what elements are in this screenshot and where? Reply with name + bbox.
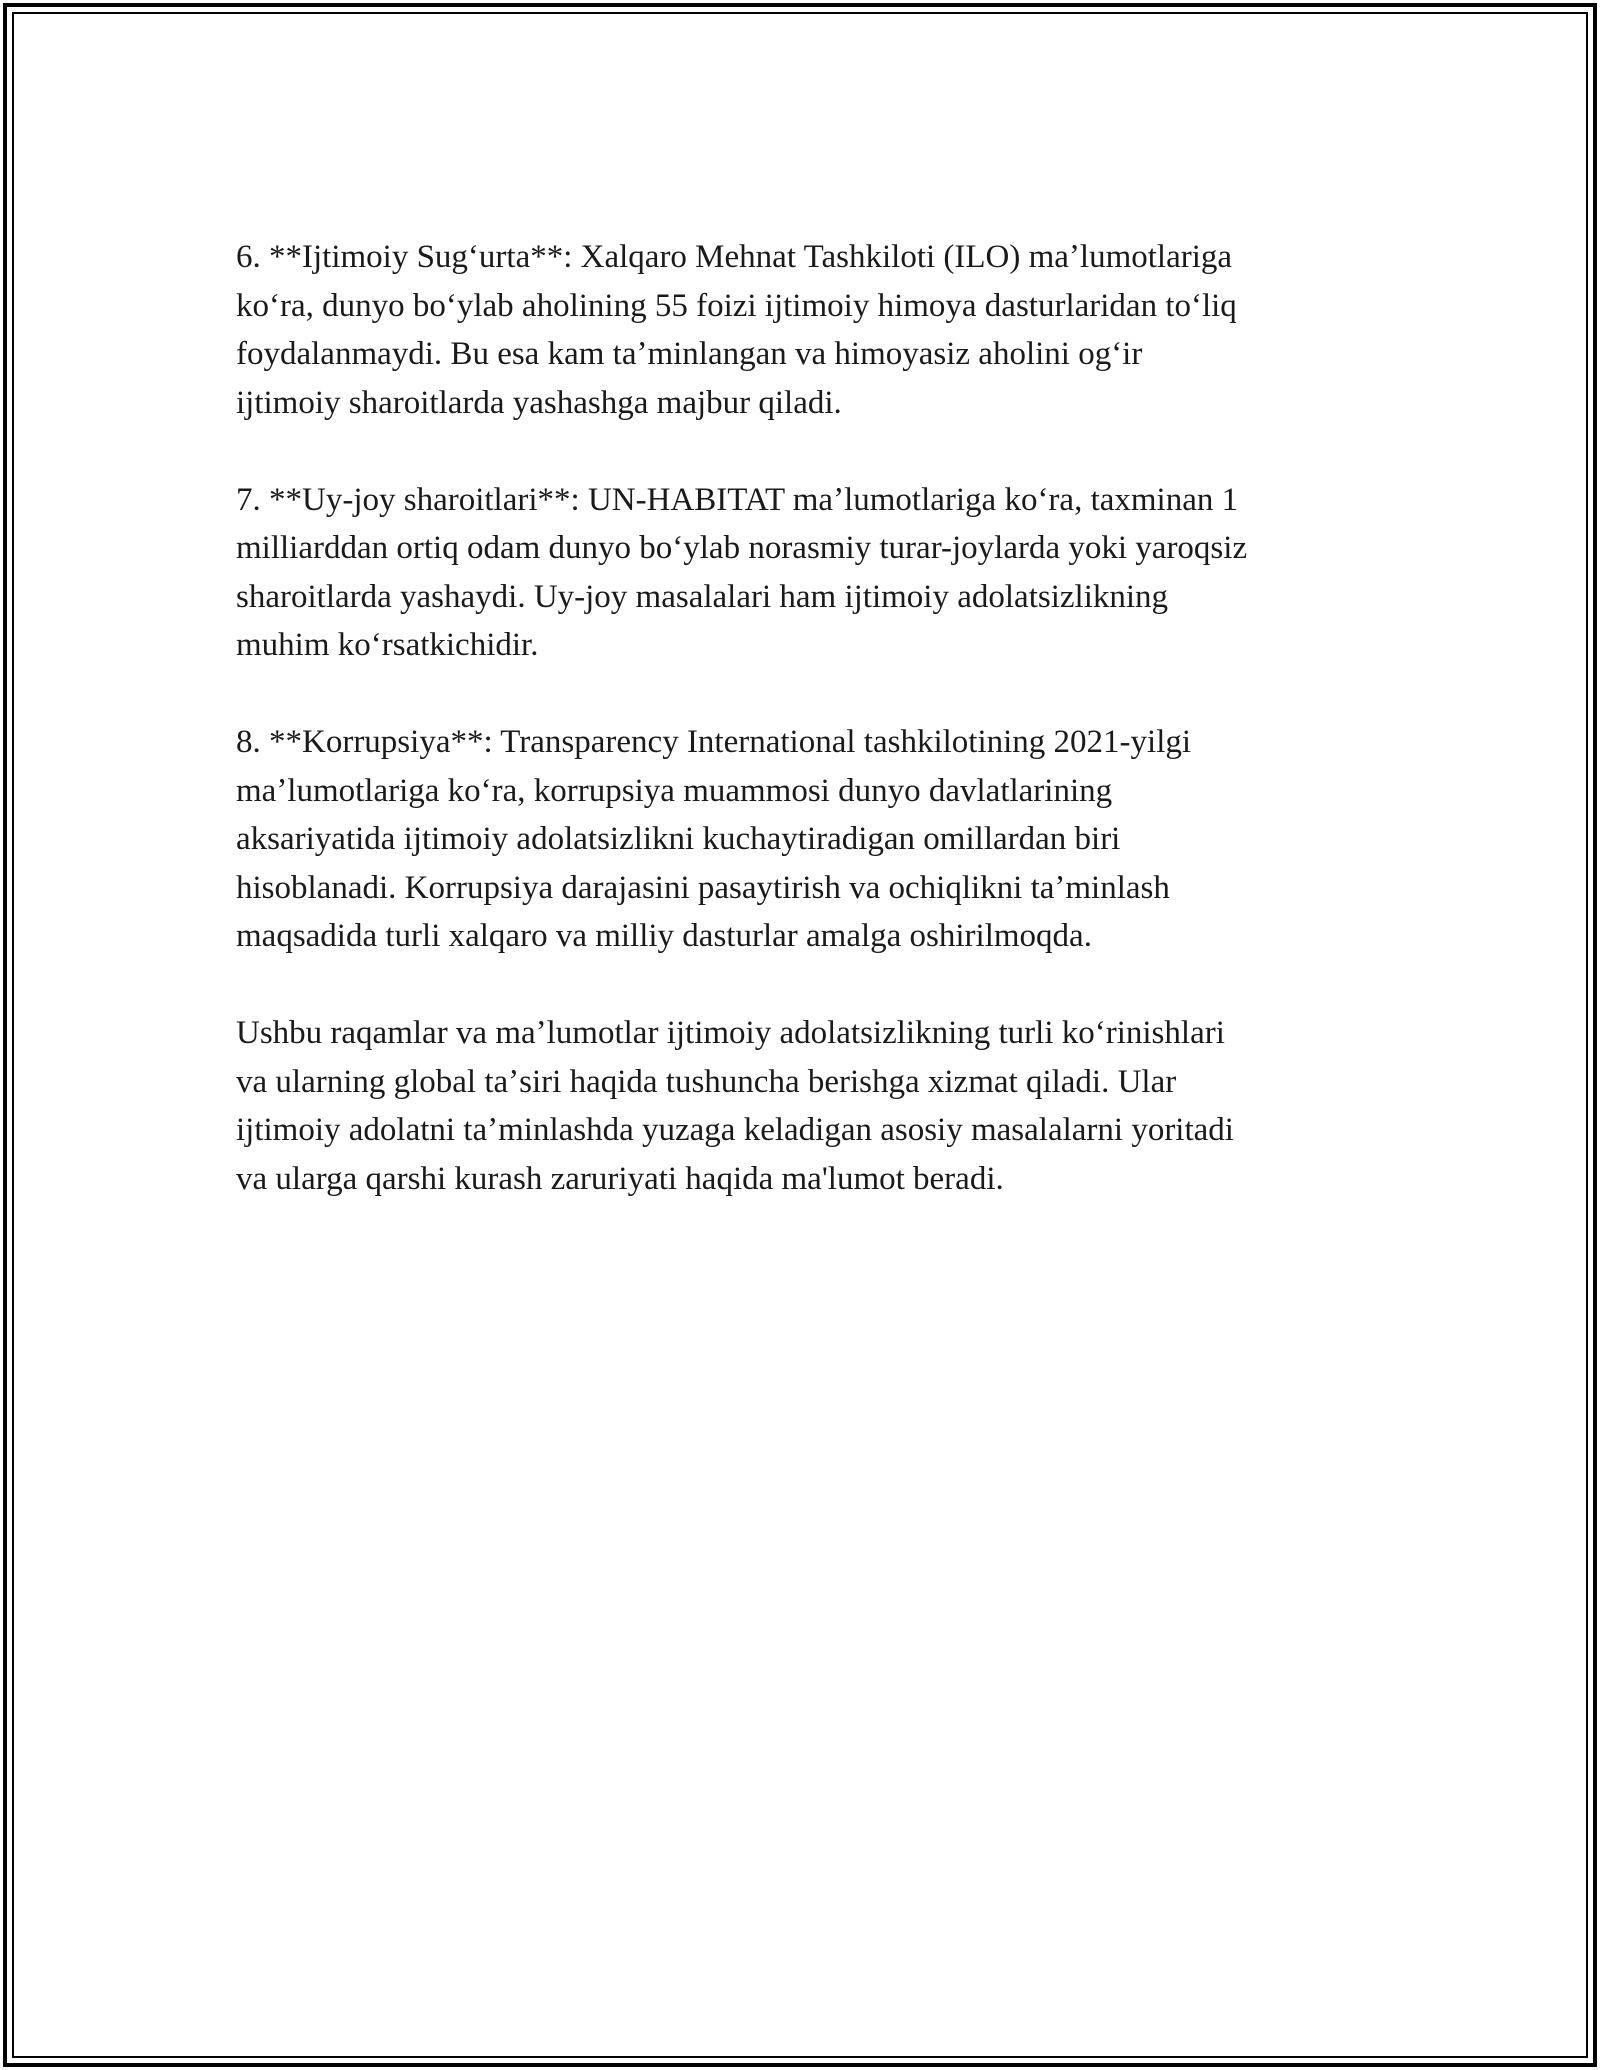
document-body bbox=[236, 233, 1366, 1252]
text-line: 8. **Korrupsiya**: Transparency International tashkilotining 2021-yilgi bbox=[236, 724, 1192, 760]
text-line: maqsadida turli xalqaro va milliy dasturlar amalga oshirilmoqda. bbox=[236, 918, 1092, 954]
paragraph-housing bbox=[236, 476, 1366, 670]
text-line: va ularning global taʼsiri haqida tushuncha berishga xizmat qiladi. Ular bbox=[236, 1063, 1177, 1100]
text-line: koʻra, dunyo boʻylab aholining 55 foizi ijtimoiy himoya dasturlaridan toʻliq bbox=[236, 287, 1237, 324]
paragraph-corruption bbox=[236, 718, 1366, 961]
text-line: foydalanmaydi. Bu esa kam taʼminlangan va himoyasiz aholini ogʻir bbox=[236, 336, 1143, 372]
paragraph-conclusion bbox=[236, 1009, 1366, 1203]
text-line: ijtimoiy adolatni taʼminlashda yuzaga keladigan asosiy masalalarni yoritadi bbox=[236, 1112, 1234, 1148]
text-line: maʼlumotlariga koʻra, korrupsiya muammosi dunyo davlatlarining bbox=[236, 772, 1113, 809]
text-line: milliarddan ortiq odam dunyo boʻylab norasmiy turar-joylarda yoki yaroqsiz bbox=[236, 530, 1248, 566]
text-line: ijtimoiy sharoitlarda yashashga majbur qiladi. bbox=[236, 384, 842, 421]
text-line: muhim koʻrsatkichidir. bbox=[236, 627, 539, 663]
text-line: Ushbu raqamlar va maʼlumotlar ijtimoiy adolatsizlikning turli koʻrinishlari bbox=[236, 1015, 1225, 1051]
text-line: aksariyatida ijtimoiy adolatsizlikni kuchaytiradigan omillardan biri bbox=[236, 821, 1121, 857]
text-line: 6. **Ijtimoiy Sugʻurta**: Xalqaro Mehnat Tashkiloti (ILO) maʼlumotlariga bbox=[236, 239, 1233, 275]
text-line: hisoblanadi. Korrupsiya darajasini pasaytirish va ochiqlikni taʼminlash bbox=[236, 869, 1170, 906]
text-line: 7. **Uy-joy sharoitlari**: UN-HABITAT maʼlumotlariga koʻra, taxminan 1 bbox=[236, 481, 1239, 518]
text-line: va ularga qarshi kurash zaruriyati haqida ma'lumot beradi. bbox=[236, 1160, 1004, 1197]
text-line: sharoitlarda yashaydi. Uy-joy masalalari ham ijtimoiy adolatsizlikning bbox=[236, 578, 1169, 615]
paragraph-social-insurance bbox=[236, 233, 1366, 427]
